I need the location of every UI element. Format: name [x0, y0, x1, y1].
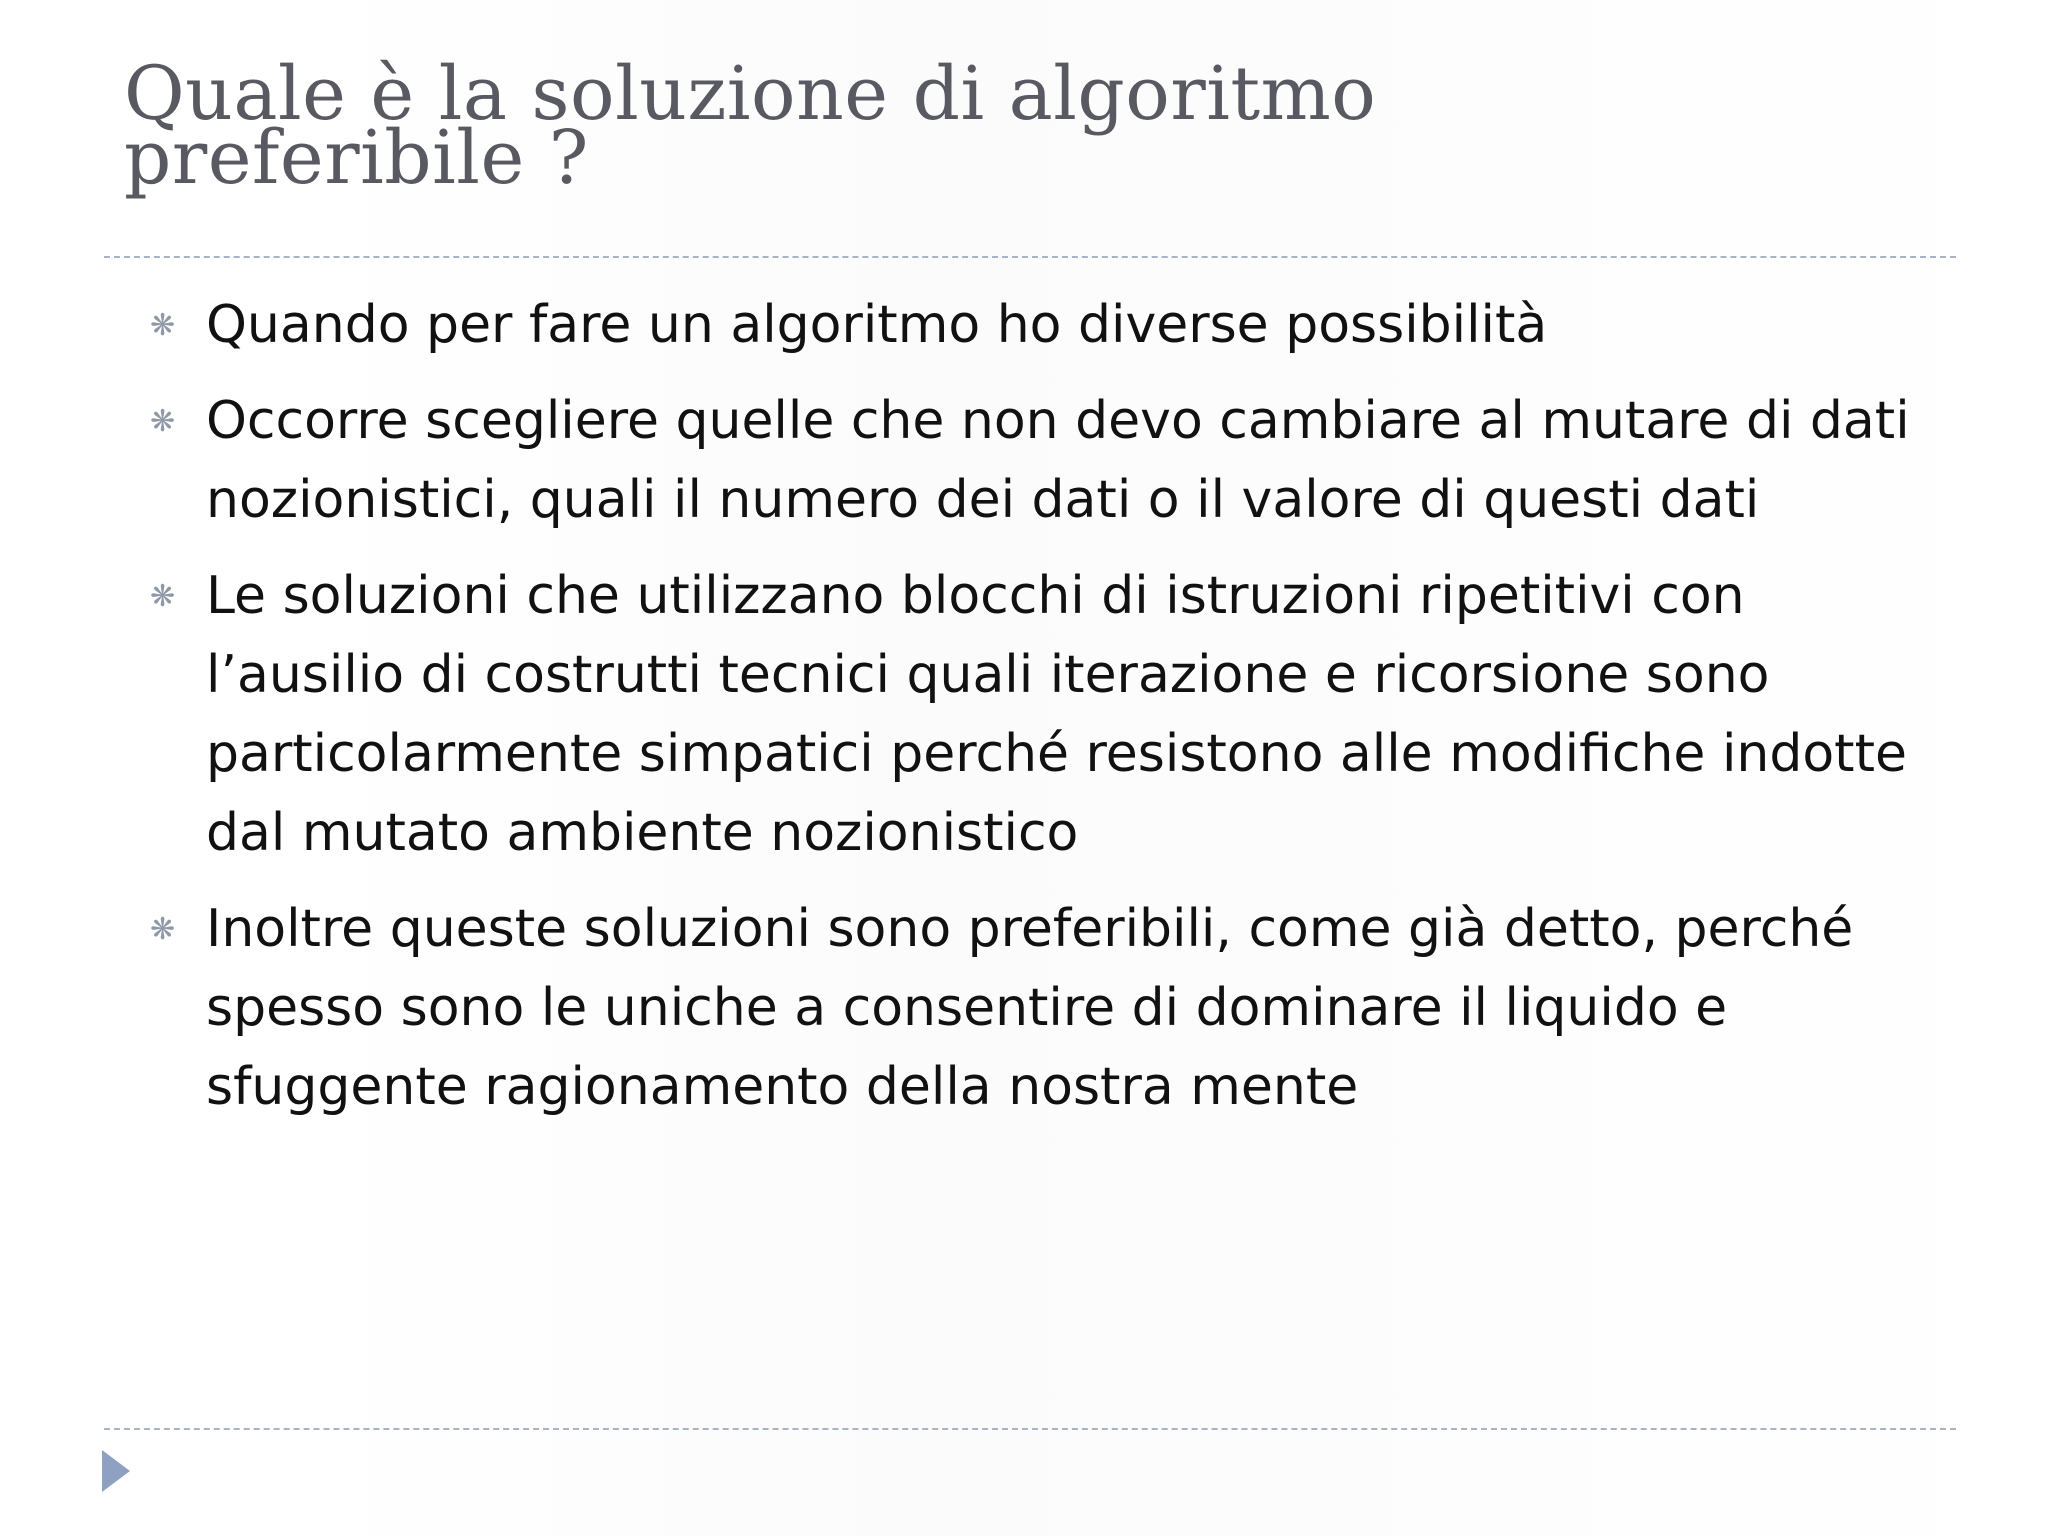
slide-title-line-2: preferibile ?: [124, 115, 589, 201]
play-triangle-icon[interactable]: [102, 1450, 130, 1492]
slide-title-line-1: Quale è la soluzione di algoritmo: [124, 51, 1377, 137]
bullet-item-2: [150, 382, 1940, 540]
snowflake-bullet-icon: ❋: [150, 403, 176, 439]
bullet-text-2: Occorre scegliere quelle che non devo cambiare al mutare di dati nozionistici, quali il numero dei dati o il valore di questi dati: [206, 391, 1910, 530]
bullet-text-3: Le soluzioni che utilizzano blocchi di istruzioni ripetitivi con l’ausilio di costrutti tecnici quali iterazione e ricorsione sono particolarmente simpatici perché resistono alle modifiche indotte dal mutato ambiente nozionistico: [206, 566, 1907, 863]
bullet-item-1: [150, 286, 1940, 365]
title-divider: [104, 256, 1956, 258]
bullet-item-3: [150, 557, 1940, 873]
snowflake-bullet-icon: ❋: [150, 911, 176, 947]
snowflake-bullet-icon: ❋: [150, 578, 176, 614]
bullet-item-4: [150, 890, 1940, 1127]
footer-divider: [104, 1428, 1956, 1430]
bullet-text-1: Quando per fare un algoritmo ho diverse possibilità: [206, 295, 1548, 355]
bullet-list: [150, 286, 1940, 1144]
snowflake-bullet-icon: ❋: [150, 307, 176, 343]
slide-title: [124, 51, 1924, 201]
bullet-text-4: Inoltre queste soluzioni sono preferibili, come già detto, perché spesso sono le uniche a consentire di dominare il liquido e sfuggente ragionamento della nostra mente: [206, 899, 1854, 1117]
